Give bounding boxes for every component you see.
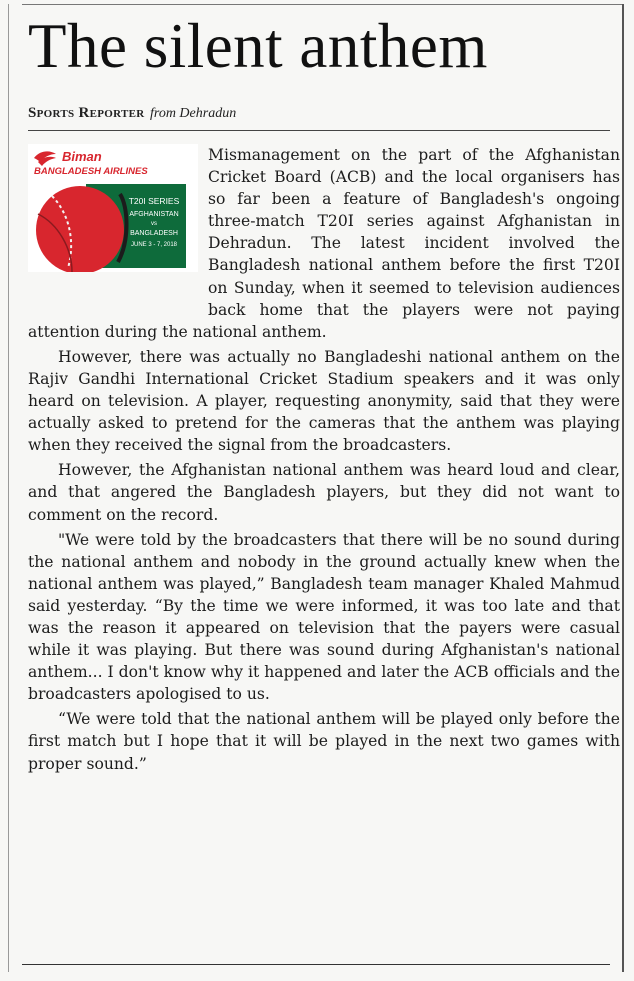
article-paragraph-1: Mismanagement on the part of the Afghanistan Cricket Board (ACB) and the local organisers has so far been a feature of Bangladesh's ongoing three-match T20I series against Afghanistan in Dehradun. The latest incident involved the Bangladesh national anthem before the first T20I on Sunday, when it seemed to television audiences back home that the players were not paying attention during the national anthem. [28,146,620,341]
series-logo [28,144,198,272]
top-rule [22,4,624,5]
article-paragraph-2: However, there was actually no Bangladeshi national anthem on the Rajiv Gandhi International Cricket Stadium speakers and it was only heard on television. A player, requesting anonymity, said that they were actually asked to pretend for the cameras that the anthem was playing when they received the signal from the broadcasters. [28,347,620,455]
article-paragraph-3: However, the Afghanistan national anthem was heard loud and clear, and that angered the Bangladesh players, but they did not want to comment on the record. [28,461,620,524]
byline [28,105,236,122]
right-rule [622,4,624,972]
byline-location: from Dehradun [150,106,237,121]
bottom-rule [22,964,610,965]
logo-dates: JUNE 3 - 7, 2018 [130,242,178,248]
article-paragraph-4: "We were told by the broadcasters that there will be no sound during the national anthem and nobody in the ground actually knew when the national anthem was played,” Bangladesh team manager Khaled Mahmud said yesterday. “By the time we were informed, it was too late and that was the reason it appeared on television that the payers were casual while it was playing. But there was sound during Afghanistan's national anthem... I don't know why it happened and later the ACB officials and the broadcasters apologised to us. [28,530,620,704]
logo-team2: BANGLADESH [130,230,178,237]
logo-vs: vs [151,221,157,227]
headline: The silent anthem [28,11,488,81]
logo-series-title: T20I SERIES [128,196,180,206]
logo-airline: BANGLADESH AIRLINES [34,166,148,177]
series-logo-graphic [28,144,198,272]
logo-brand: Biman [62,149,102,164]
byline-reporter: Sports Reporter [28,105,145,121]
byline-rule [28,130,610,131]
article-paragraph-5: “We were told that the national anthem will be played only before the first match but I hope that it will be played in the next two games with proper sound.” [28,710,620,773]
cricket-ball-icon [36,186,124,272]
article-frame [8,4,624,972]
logo-team1: AFGHANISTAN [129,211,179,218]
left-rule [8,4,9,972]
biman-bird-icon [34,151,56,166]
